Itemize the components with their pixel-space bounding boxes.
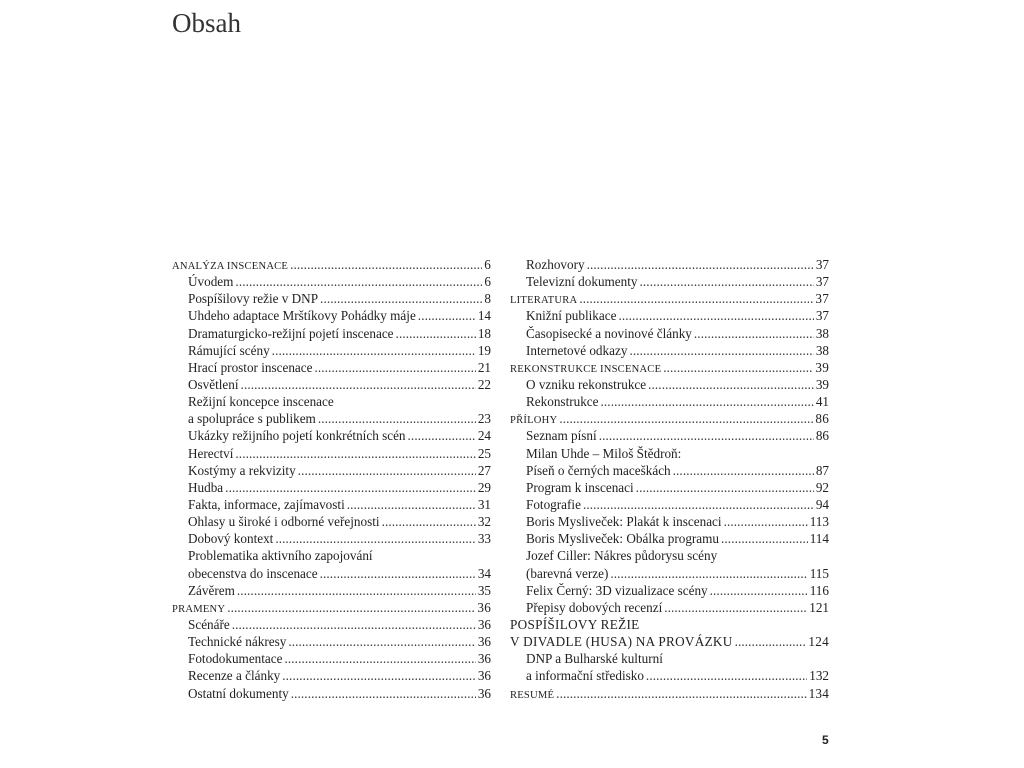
toc-entry-page: 35 [477,582,491,598]
toc-entry [172,427,491,444]
toc-entry-label: Časopisecké a novinové články [526,325,692,341]
toc-entry-page: 92 [815,479,829,495]
toc-entry-label: Boris Mysliveček: Plakát k inscenaci [526,514,722,530]
toc-entry [510,496,829,513]
toc-entry-label: Ukázky režijního pojetí konkrétních scén [188,428,406,444]
toc-entry-page: 27 [477,462,491,478]
toc-entry-label: Píseň o černých maceškách [526,462,671,478]
toc-entry-label: PŘÍLOHY [510,415,558,427]
toc-entry [172,650,491,667]
dot-leader [610,565,807,582]
dot-leader [601,393,814,410]
dot-leader [599,427,814,444]
toc-entry-page: 36 [477,599,491,615]
toc-entry-label: Rozhovory [526,257,585,272]
dot-leader [275,530,475,547]
toc-entry-label: Kostýmy a rekvizity [188,462,296,478]
toc-right-column [510,256,829,702]
dot-leader [241,376,476,393]
dot-leader [418,307,476,324]
toc-entry [172,479,491,496]
dot-leader [408,427,476,444]
toc-entry [172,685,491,702]
dot-leader [298,462,476,479]
toc-entry [510,650,829,667]
toc-entry-label: Herectví [188,445,234,461]
toc-entry-label: Scénáře [188,616,230,632]
toc-entry [172,290,491,307]
dot-leader [288,633,476,650]
toc-section-entry [172,256,491,273]
toc-entry-label: Dramaturgicko-režijní pojetí inscenace [188,325,394,341]
toc-entry-label: Uhdeho adaptace Mrštíkovy Pohádky máje [188,308,416,324]
dot-leader [285,650,476,667]
toc-entry-label: Milan Uhde – Miloš Štědroň: [526,445,682,461]
dot-leader [396,325,476,342]
dot-leader [579,290,813,307]
toc-entry-label: Boris Mysliveček: Obálka programu [526,531,720,547]
toc-entry-page: 31 [477,496,491,512]
toc-entry [510,513,829,530]
toc-entry [172,307,491,324]
toc-entry [172,376,491,393]
toc-entry-label: RESUMÉ [510,689,555,701]
dot-leader [694,325,814,342]
toc-entry-page: 94 [815,496,829,512]
toc-entry-page: 25 [477,445,491,461]
toc-entry [510,547,829,564]
toc-entry-page: 34 [477,565,491,581]
dot-leader [724,513,808,530]
toc-entry [510,667,829,684]
toc-entry-label: REKONSTRUKCE INSCENACE [510,363,662,375]
toc-entry-page: 32 [477,514,491,530]
toc-entry [172,410,491,427]
toc-entry-page: 38 [815,342,829,358]
toc-entry [510,342,829,359]
toc-section-entry [510,616,829,633]
toc-entry-page: 86 [815,411,829,427]
toc-entry-label: Internetové odkazy [526,342,628,358]
dot-leader [648,376,814,393]
dot-leader [664,599,807,616]
toc-entry-label: Fotografie [526,496,581,512]
toc-entry [172,325,491,342]
toc-entry [172,633,491,650]
toc-entry [510,565,829,582]
page-number: 5 [822,733,829,747]
toc-entry-page: 19 [477,342,491,358]
toc-entry-page: 37 [815,308,829,324]
dot-leader [710,582,808,599]
dot-leader [735,633,807,650]
toc-entry [172,530,491,547]
toc-entry-label: Recenze a články [188,668,281,684]
dot-leader [646,667,807,684]
toc-entry-label: Závěrem [188,582,235,598]
toc-section-entry [510,359,829,376]
toc-entry-label: Felix Černý: 3D vizualizace scény [526,582,708,598]
toc-entry-label: Problematika aktivního zapojování [188,548,373,564]
toc-entry-label: ANALÝZA INSCENACE [172,261,289,272]
dot-leader [282,667,476,684]
toc-entry [510,376,829,393]
dot-leader [227,599,475,616]
toc-entry-page: 36 [477,668,491,684]
toc-entry [510,393,829,410]
toc-entry [172,273,491,290]
toc-entry-page: 23 [477,411,491,427]
toc-entry [172,462,491,479]
dot-leader [618,307,813,324]
toc-entry [510,582,829,599]
toc-entry-label: Seznam písní [526,428,597,444]
dot-leader [721,530,808,547]
toc-entry-label: Přepisy dobových recenzí [526,599,663,615]
toc-entry-page: 29 [477,479,491,495]
toc-entry [172,393,491,410]
toc-entry [510,325,829,342]
dot-leader [318,410,476,427]
toc-entry-label: POSPÍŠILOVY REŽIE [510,616,640,632]
toc-entry-page: 87 [815,462,829,478]
dot-leader [320,565,476,582]
dot-leader [225,479,476,496]
toc-entry [172,359,491,376]
toc-entry-page: 14 [477,308,491,324]
toc-entry [172,342,491,359]
toc-entry-label: Televizní dokumenty [526,274,638,290]
toc-entry [510,599,829,616]
toc-entry-label: Pospíšilovy režie v DNP [188,291,319,307]
dot-leader [587,256,814,273]
dot-leader [583,496,814,513]
dot-leader [235,445,475,462]
toc-section-entry [510,290,829,307]
toc-entry-page: 18 [477,325,491,341]
toc-entry [510,462,829,479]
toc-section-entry [172,599,491,616]
toc-entry [172,565,491,582]
dot-leader [235,273,482,290]
dot-leader [347,496,476,513]
toc-entry-label: Fotodokumentace [188,651,283,667]
dot-leader [315,359,476,376]
toc-section-entry [510,685,829,702]
toc-entry-page: 37 [815,274,829,290]
toc-entry [510,427,829,444]
toc-entry-label: Technické nákresy [188,634,287,650]
toc-entry-label: Ohlasy u široké i odborné veřejnosti [188,514,380,530]
toc-entry [172,445,491,462]
dot-leader [232,616,476,633]
toc-entry [510,445,829,462]
toc-entry-label: Osvětlení [188,376,239,392]
dot-leader [636,479,814,496]
toc-entry-page: 36 [477,685,491,701]
toc-entry-page: 41 [815,394,829,410]
toc-entry-page: 39 [815,359,829,375]
toc-entry [172,513,491,530]
toc-entry-label: Režijní koncepce inscenace [188,394,334,410]
toc-entry-label: O vzniku rekonstrukce [526,376,647,392]
page-title: Obsah [172,8,241,38]
toc-entry-label: V DIVADLE (HUSA) NA PROVÁZKU [510,634,733,650]
toc-entry-page: 36 [477,634,491,650]
toc-entry-label: (barevná verze) [526,565,609,581]
toc-entry-label: a spolupráce s publikem [188,411,316,427]
dot-leader [663,359,813,376]
dot-leader [629,342,813,359]
toc-entry [172,547,491,564]
toc-entry-page: 39 [815,376,829,392]
toc-entry-page: 38 [815,325,829,341]
toc-entry-page: 37 [815,291,829,307]
toc-entry-page: 132 [809,668,829,684]
toc-entry-label: Rámující scény [188,342,270,358]
toc-entry [172,582,491,599]
toc-entry-label: LITERATURA [510,295,578,307]
toc-entry-label: Úvodem [188,274,234,290]
toc-entry-page: 36 [477,616,491,632]
toc-entry-label: Ostatní dokumenty [188,685,289,701]
toc-entry [172,496,491,513]
toc-entry-label: Jozef Ciller: Nákres půdorysu scény [526,548,718,564]
dot-leader [556,685,806,702]
toc-entry-page: 114 [809,531,829,547]
dot-leader [673,462,814,479]
toc-entry-page: 113 [809,514,829,530]
toc-entry-page: 36 [477,651,491,667]
toc-entry-page: 115 [809,565,829,581]
toc-entry [510,256,829,273]
toc-entry-page: 6 [484,257,491,272]
toc-entry-label: Rekonstrukce [526,394,599,410]
toc-entry-label: Program k inscenaci [526,479,634,495]
dot-leader [382,513,476,530]
toc-entry-page: 86 [815,428,829,444]
dot-leader [291,685,476,702]
toc-entry-label: Knižní publikace [526,308,617,324]
toc-entry-label: a informační středisko [526,668,644,684]
dot-leader [237,582,476,599]
toc-entry [172,667,491,684]
toc-entry-page: 24 [477,428,491,444]
toc-entry-label: Dobový kontext [188,531,274,547]
toc-entry [510,530,829,547]
toc-left-column [172,256,491,702]
dot-leader [320,290,482,307]
toc-entry-label: PRAMENY [172,603,226,615]
toc-entry [510,273,829,290]
toc-entry [172,616,491,633]
dot-leader [272,342,476,359]
toc-entry-page: 121 [809,599,829,615]
toc-entry-label: DNP a Bulharské kulturní [526,651,663,667]
dot-leader [559,410,813,427]
toc-entry [510,307,829,324]
toc-entry-page: 116 [809,582,829,598]
toc-entry-page: 37 [815,257,829,272]
toc-entry-page: 33 [477,531,491,547]
toc-entry-label: obecenstva do inscenace [188,565,318,581]
toc-entry [510,479,829,496]
toc-section-entry [510,410,829,427]
toc-entry-page: 22 [477,376,491,392]
toc-entry-page: 6 [484,274,491,290]
toc-entry-page: 124 [808,634,829,650]
toc-section-entry [510,633,829,650]
toc-entry-page: 21 [477,359,491,375]
dot-leader [290,256,482,273]
toc-entry-page: 8 [484,291,491,307]
toc-entry-label: Hrací prostor inscenace [188,359,313,375]
toc-entry-page: 134 [808,685,829,701]
toc-entry-label: Hudba [188,479,224,495]
dot-leader [640,273,814,290]
toc-entry-label: Fakta, informace, zajímavosti [188,496,345,512]
